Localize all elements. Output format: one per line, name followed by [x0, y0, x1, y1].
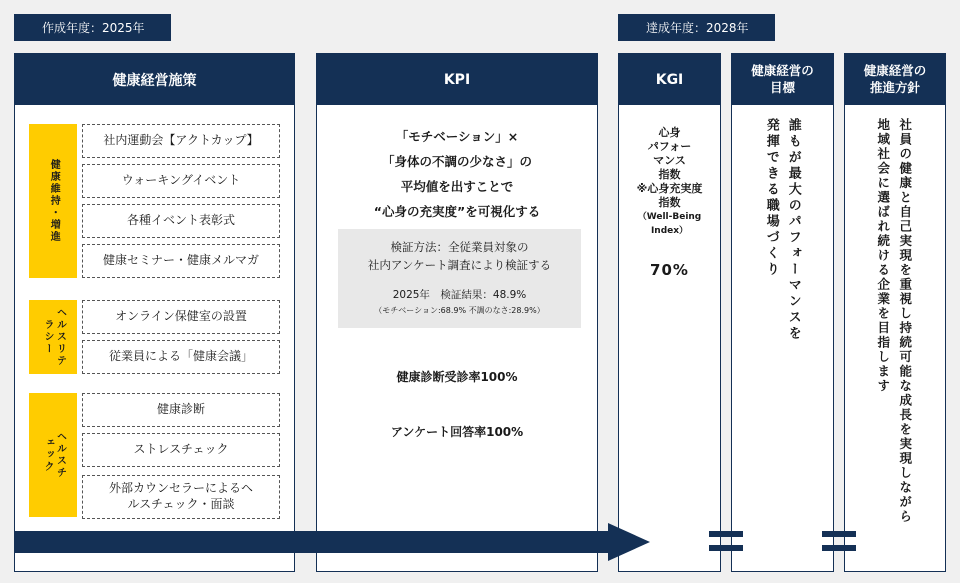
kgi-line: ※心身充実度 — [636, 182, 703, 195]
kpi-result: 2025年 検証結果：48.9% — [392, 289, 527, 301]
policy-item-text: 社内運動会【アクトカップ】 — [103, 133, 259, 148]
kpi-main-line-4: “心身の充実度”を可視化する — [373, 204, 541, 219]
target-year-tag — [618, 14, 775, 41]
policy-item-sports-day — [82, 124, 280, 158]
policy-item-walking-event — [82, 164, 280, 198]
policy-item-stress-check — [82, 433, 280, 467]
policy-item-text: ウォーキングイベント — [121, 173, 241, 188]
kgi-line: パフォー — [647, 140, 692, 153]
kpi-result-note: （モチベーション:68.9% 不調のなさ:28.9%） — [374, 306, 545, 315]
policy-card — [14, 53, 295, 572]
kpi-main-line-3: 平均値を出すことで — [400, 179, 514, 194]
created-year-tag — [14, 14, 171, 41]
policy-item-seminar-mailmag — [82, 244, 280, 278]
goal-text-col-2: 発揮できる職場づくり — [763, 118, 779, 278]
policy-item-text: 健康セミナー・健康メルマガ — [102, 253, 259, 268]
group-label-health-maintenance — [29, 124, 77, 278]
equals-icon-goal-policy — [822, 527, 856, 557]
kgi-line: 心身 — [658, 126, 681, 139]
promotion-policy-text-col-1: 社員の健康と自己実現を重視し持続可能な成長を実現しながら — [897, 118, 913, 524]
kgi-description — [619, 126, 720, 238]
kpi-metric-checkup-rate: 健康診断受診率100% — [396, 370, 518, 384]
kpi-main-line-2: 「身体の不調の少なさ」の — [381, 154, 532, 169]
policy-item-external-counselor — [82, 475, 280, 519]
promotion-policy-header — [845, 54, 945, 105]
goal-header-line-1: 健康経営の — [751, 63, 814, 79]
kgi-line: Index） — [650, 226, 689, 236]
group-label-health-literacy — [29, 300, 77, 374]
kgi-header — [619, 54, 720, 105]
kgi-line: マンス — [653, 154, 686, 167]
policy-item-text: ストレスチェック — [133, 442, 229, 457]
created-year-label: 作成年度：2025年 — [42, 21, 145, 35]
policy-item-online-health-room — [82, 300, 280, 334]
progress-arrow-head — [608, 523, 650, 561]
kgi-value: 70% — [650, 261, 689, 279]
policy-item-health-checkup — [82, 393, 280, 427]
goal-card — [731, 53, 834, 572]
policy-header-title: 健康経営施策 — [112, 72, 197, 89]
kpi-method-box — [338, 229, 581, 328]
kpi-metric-survey-rate: アンケート回答率100% — [390, 425, 524, 439]
policy-item-health-meeting — [82, 340, 280, 374]
kpi-header — [317, 54, 597, 105]
kgi-line: 指数 — [658, 168, 681, 181]
kgi-header-title: KGI — [655, 71, 684, 88]
promotion-policy-text-col-2: 地域社会に選ばれ続ける企業を目指します — [875, 118, 891, 394]
policy-item-text: 外部カウンセラーによるヘルスチェック・面談 — [108, 481, 253, 511]
group-label-health-check-text: ヘルスチェック — [42, 431, 66, 479]
kpi-card — [316, 53, 598, 572]
kgi-line: （Well-Being — [637, 212, 702, 222]
policy-item-text: オンライン保健室の設置 — [115, 309, 247, 324]
policy-item-award-ceremony — [82, 204, 280, 238]
promotion-policy-card — [844, 53, 946, 572]
kgi-card — [618, 53, 721, 572]
target-year-label: 達成年度：2028年 — [646, 21, 749, 35]
policy-item-text: 各種イベント表彰式 — [126, 213, 235, 228]
goal-header — [732, 54, 833, 105]
promotion-policy-header-line-1: 健康経営の — [863, 63, 927, 79]
equals-icon-kgi-goal — [709, 527, 743, 557]
group-label-health-literacy-text: ヘルスリテラシー — [42, 307, 66, 367]
kgi-line: 指数 — [658, 196, 681, 209]
kpi-main-line-1: 「モチベーション」× — [395, 129, 519, 144]
goal-header-line-2: 目標 — [769, 79, 795, 95]
kpi-header-title: KPI — [443, 71, 471, 88]
goal-text-col-1: 誰もが最大のパフォーマンスを — [785, 118, 801, 342]
policy-header — [15, 54, 294, 105]
policy-item-text: 従業員による「健康会議」 — [108, 349, 253, 364]
progress-arrow — [14, 531, 610, 553]
kpi-method-line-1: 検証方法：全従業員対象の — [390, 240, 529, 254]
kpi-method-line-2: 社内アンケート調査により検証する — [367, 258, 552, 272]
group-label-health-check — [29, 393, 77, 517]
promotion-policy-header-line-2: 推進方針 — [869, 79, 920, 95]
group-label-health-maintenance-text: 健康維持・増進 — [48, 159, 60, 243]
policy-item-text: 健康診断 — [156, 402, 205, 417]
